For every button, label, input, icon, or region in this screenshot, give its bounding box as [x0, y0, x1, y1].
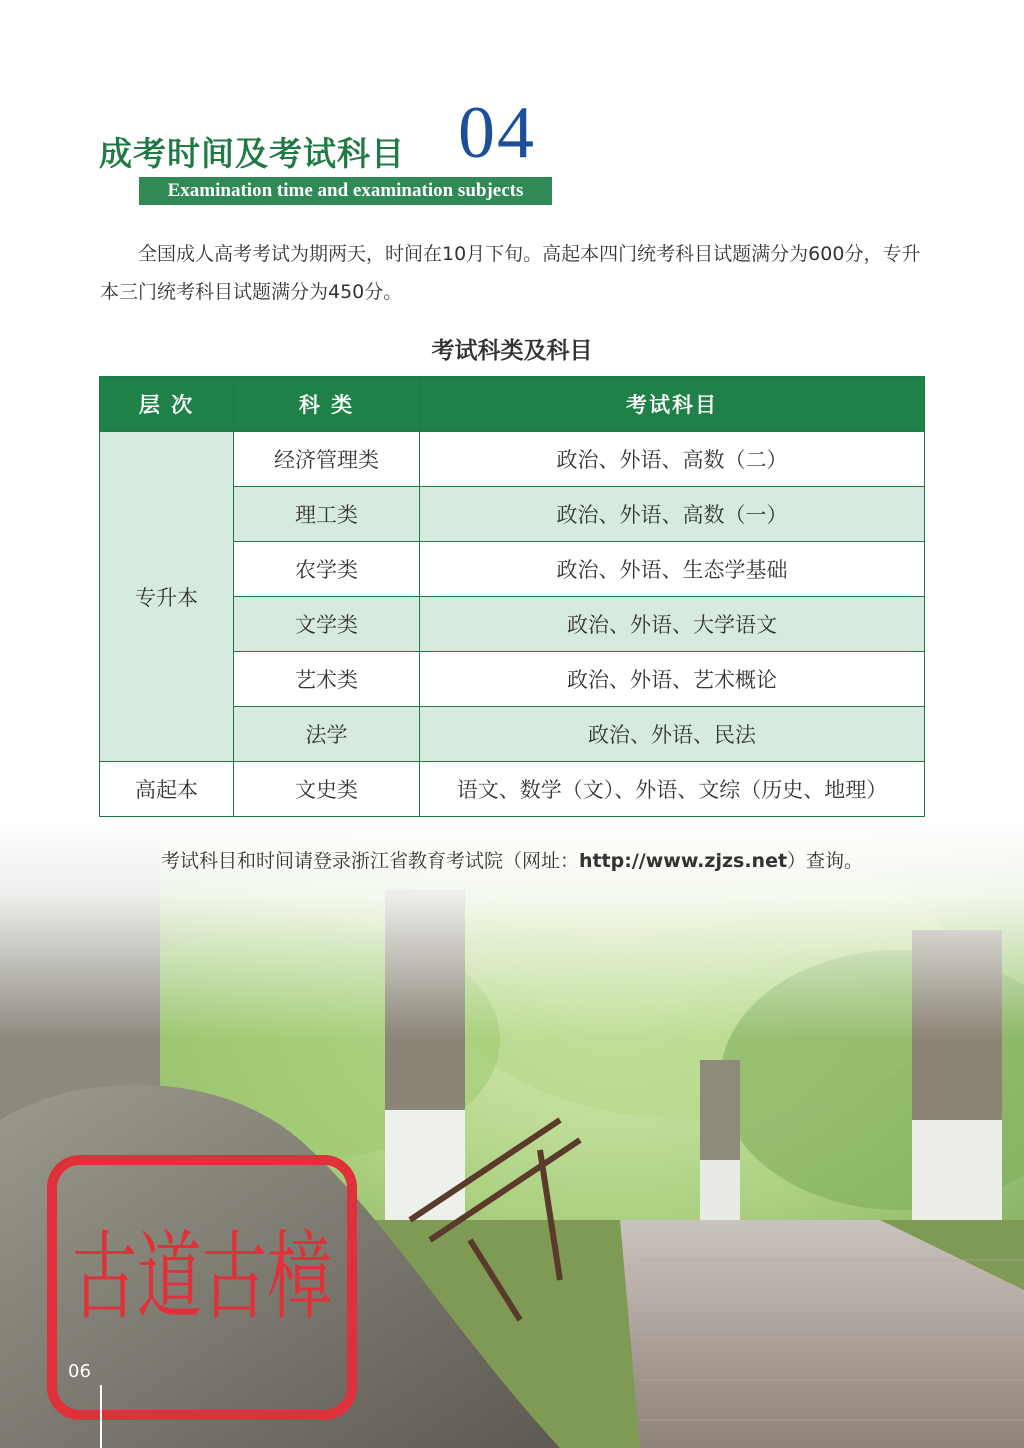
english-subtitle: Examination time and examination subjects: [139, 177, 552, 205]
category-cell: 农学类: [234, 542, 420, 597]
category-cell: 文史类: [234, 762, 420, 817]
campus-photo: [0, 820, 1024, 1448]
subjects-cell: 语文、数学（文）、外语、文综（历史、地理）: [420, 762, 925, 817]
category-cell: 经济管理类: [234, 432, 420, 487]
section-number: 04: [458, 92, 536, 174]
subjects-table: [99, 376, 925, 817]
table-row: [100, 432, 925, 487]
table-title: 考试科类及科目: [431, 338, 593, 364]
category-cell: 法学: [234, 707, 420, 762]
level-cell: 高起本: [100, 762, 234, 817]
intro-paragraph: 全国成人高考考试为期两天，时间在10月下旬。高起本四门统考科目试题满分为600分，专升本三门统考科目试题满分为450分。: [100, 243, 921, 303]
category-cell: 艺术类: [234, 652, 420, 707]
header-level: 层 次: [100, 377, 234, 432]
category-cell: 理工类: [234, 487, 420, 542]
subjects-cell: 政治、外语、艺术概论: [420, 652, 925, 707]
subjects-cell: 政治、外语、大学语文: [420, 597, 925, 652]
subjects-cell: 政治、外语、生态学基础: [420, 542, 925, 597]
header-category: 科 类: [234, 377, 420, 432]
header-subjects: 考试科目: [420, 377, 925, 432]
level-cell: 专升本: [100, 432, 234, 762]
page-number: 06: [68, 1361, 91, 1382]
table-header-row: [100, 377, 925, 432]
table-row: [100, 762, 925, 817]
subjects-cell: 政治、外语、民法: [420, 707, 925, 762]
subjects-cell: 政治、外语、高数（二）: [420, 432, 925, 487]
category-cell: 文学类: [234, 597, 420, 652]
footnote-prefix: 考试科目和时间请登录浙江省教育考试院（网址：: [160, 850, 579, 872]
page-title: 成考时间及考试科目: [99, 134, 405, 173]
footnote-suffix: ）查询。: [787, 850, 864, 872]
page-number-divider: [100, 1385, 102, 1448]
subjects-cell: 政治、外语、高数（一）: [420, 487, 925, 542]
footnote: [0, 846, 1024, 873]
exam-website-link[interactable]: http://www.zjzs.net: [578, 850, 788, 872]
